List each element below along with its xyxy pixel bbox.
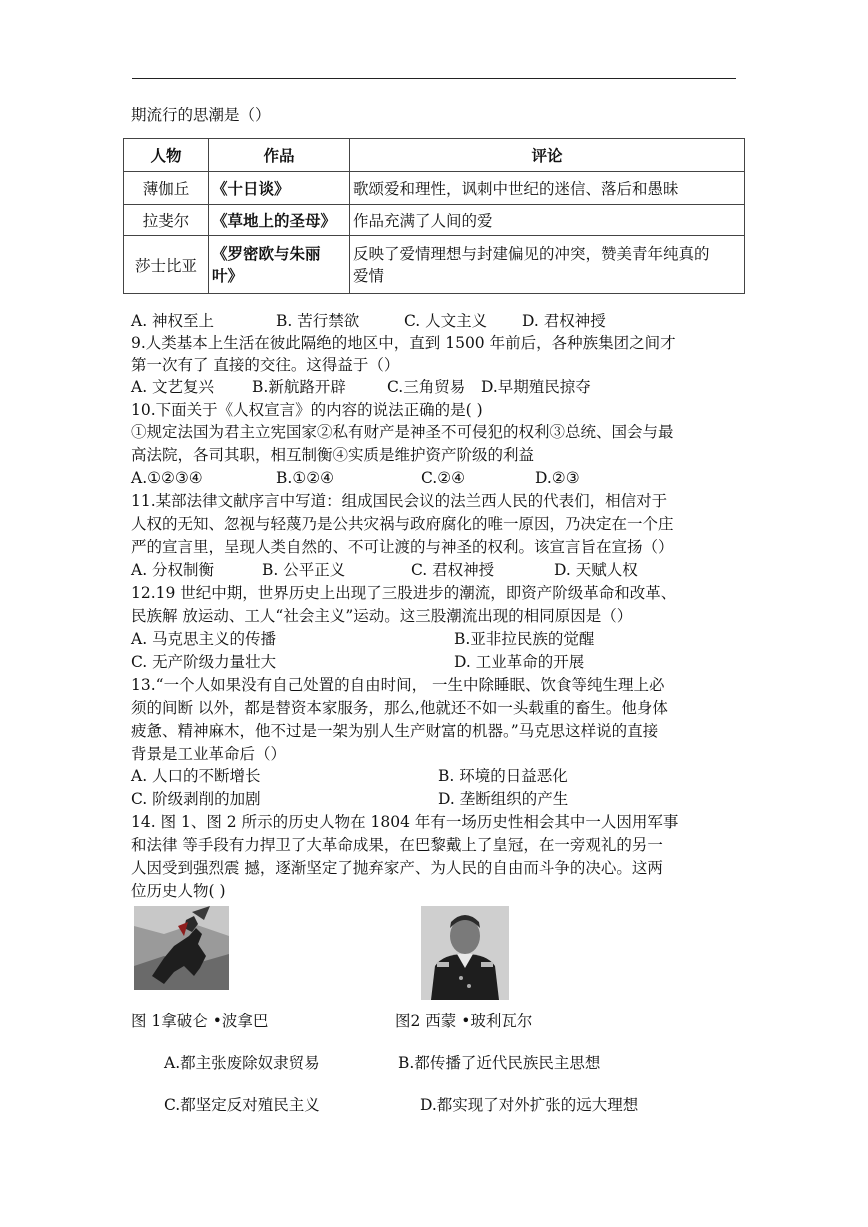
figure-1-napoleon-image [134,906,229,990]
table-cell-person: 莎士比亚 [124,236,209,294]
question-10-line: ①规定法国为君主立宪国家②私有财产是神圣不可侵犯的权利③总统、国会与最 [131,423,674,441]
table-cell-work [209,236,350,294]
question-13-line: 疲惫、精神麻木，他不过是一架为别人生产财富的机器。”马克思这样说的直接 [131,722,659,740]
work-line: 《罗密欧与朱丽 [212,243,321,263]
q8-option-b: B. 苦行禁欲 [276,312,360,330]
q14-option-b: B.都传播了近代民族民主思想 [398,1054,601,1072]
header-rule [132,78,736,79]
question-12-line: 民族解 放运动、工人“社会主义”运动。这三股潮流出现的相同原因是（） [131,607,633,625]
question-11-line: 11.某部法律文献序言中写道：组成国民会议的法兰西人民的代表们，相信对于 [131,492,668,510]
q9-option-b: B.新航路开辟 [252,378,346,396]
question-14-line: 位历史人物( ) [131,882,226,900]
table-cell-comment: 作品充满了人间的爱 [350,205,745,236]
table-cell-comment: 歌颂爱和理性，讽刺中世纪的迷信、落后和愚昧 [350,172,745,205]
q11-option-d: D. 天赋人权 [554,561,638,579]
table-header: 评论 [350,139,745,172]
table-cell-person: 拉斐尔 [124,205,209,236]
figure-2-bolivar-image [421,906,509,1000]
table-cell-person: 薄伽丘 [124,172,209,205]
question-12-line: 12.19 世纪中期，世界历史上出现了三股进步的潮流，即资产阶级革命和改革、 [131,584,677,602]
question-14-line: 和法律 等手段有力捍卫了大革命成果，在巴黎戴上了皇冠，在一旁观礼的另一 [131,836,663,854]
comment-line: 反映了爱情理想与封建偏见的冲突，赞美青年纯真的 [353,244,710,263]
q13-option-a: A. 人口的不断增长 [131,767,261,785]
question-9-line: 第一次有了 直接的交往。这得益于（） [131,356,400,374]
table-row [124,236,745,294]
q9-option-a: A. 文艺复兴 [131,378,215,396]
q12-option-a: A. 马克思主义的传播 [131,630,277,648]
q12-option-c: C. 无产阶级力量壮大 [131,653,277,671]
work-line: 叶》 [212,265,244,285]
q14-option-d: D.都实现了对外扩张的远大理想 [420,1096,639,1114]
q10-option-c: C.②④ [421,469,466,487]
q11-option-b: B. 公平正义 [262,561,346,579]
q14-option-a: A.都主张废除奴隶贸易 [164,1054,320,1072]
q8-option-d: D. 君权神授 [522,312,606,330]
question-9-line: 9.人类基本上生活在彼此隔绝的地区中，直到 1500 年前后，各种族集团之间才 [131,334,676,352]
table-row [124,205,745,236]
table-header-row [124,139,745,172]
q13-option-c: C. 阶级剥削的加剧 [131,790,261,808]
question-13-line: 13.“一个人如果没有自己处置的自由时间， 一生中除睡眠、饮食等纯生理上必 [131,676,665,694]
q12-option-b: B.亚非拉民族的觉醒 [454,630,595,648]
q9-option-c: C.三角贸易 [387,378,466,396]
q10-option-a: A.①②③④ [131,469,203,487]
q13-option-d: D. 垄断组织的产生 [438,790,569,808]
question-10-line: 高法院，各司其职，相互制衡④实质是维护资产阶级的利益 [131,446,535,464]
question-13-line: 背景是工业革命后（） [131,745,287,763]
q9-option-d: D.早期殖民掠夺 [481,378,591,396]
q11-option-c: C. 君权神授 [411,561,495,579]
q11-option-a: A. 分权制衡 [131,561,215,579]
figure-1-caption: 图 1拿破仑 •波拿巴 [131,1012,269,1030]
comment-line: 爱情 [353,266,385,285]
q8-option-a: A. 神权至上 [131,312,215,330]
question-11-line: 人权的无知、忽视与轻蔑乃是公共灾祸与政府腐化的唯一原因，乃决定在一个庄 [131,515,674,533]
renaissance-table [123,138,745,294]
q12-option-d: D. 工业革命的开展 [454,653,585,671]
q10-option-d: D.②③ [535,469,580,487]
q13-option-b: B. 环境的日益恶化 [438,767,568,785]
q10-option-b: B.①②④ [276,469,335,487]
question-10-line: 10.下面关于《人权宣言》的内容的说法正确的是( ) [131,401,483,419]
q14-option-c: C.都坚定反对殖民主义 [164,1096,320,1114]
question-11-line: 严的宣言里，呈现人类自然的、不可让渡的与神圣的权利。该宣言旨在宣扬（） [131,538,674,556]
table-cell-work: 《十日谈》 [209,172,350,205]
question-14-line: 人因受到强烈震 撼，逐渐坚定了抛弃家产、为人民的自由而斗争的决心。这两 [131,859,663,877]
figure-2-caption: 图2 西蒙 •玻利瓦尔 [395,1012,533,1030]
table-cell-work: 《草地上的圣母》 [209,205,350,236]
table-row [124,172,745,205]
q8-option-c: C. 人文主义 [404,312,488,330]
question-13-line: 须的间断 以外，都是替资本家服务，那么,他就还不如一头载重的畜生。他身体 [131,699,668,717]
table-header: 作品 [209,139,350,172]
question-8-tail: 期流行的思潮是（） [131,106,271,124]
table-header: 人物 [124,139,209,172]
table-cell-comment [350,236,745,294]
question-14-line: 14. 图 1、图 2 所示的历史人物在 1804 年有一场历史性相会其中一人因用军事 [131,813,679,831]
